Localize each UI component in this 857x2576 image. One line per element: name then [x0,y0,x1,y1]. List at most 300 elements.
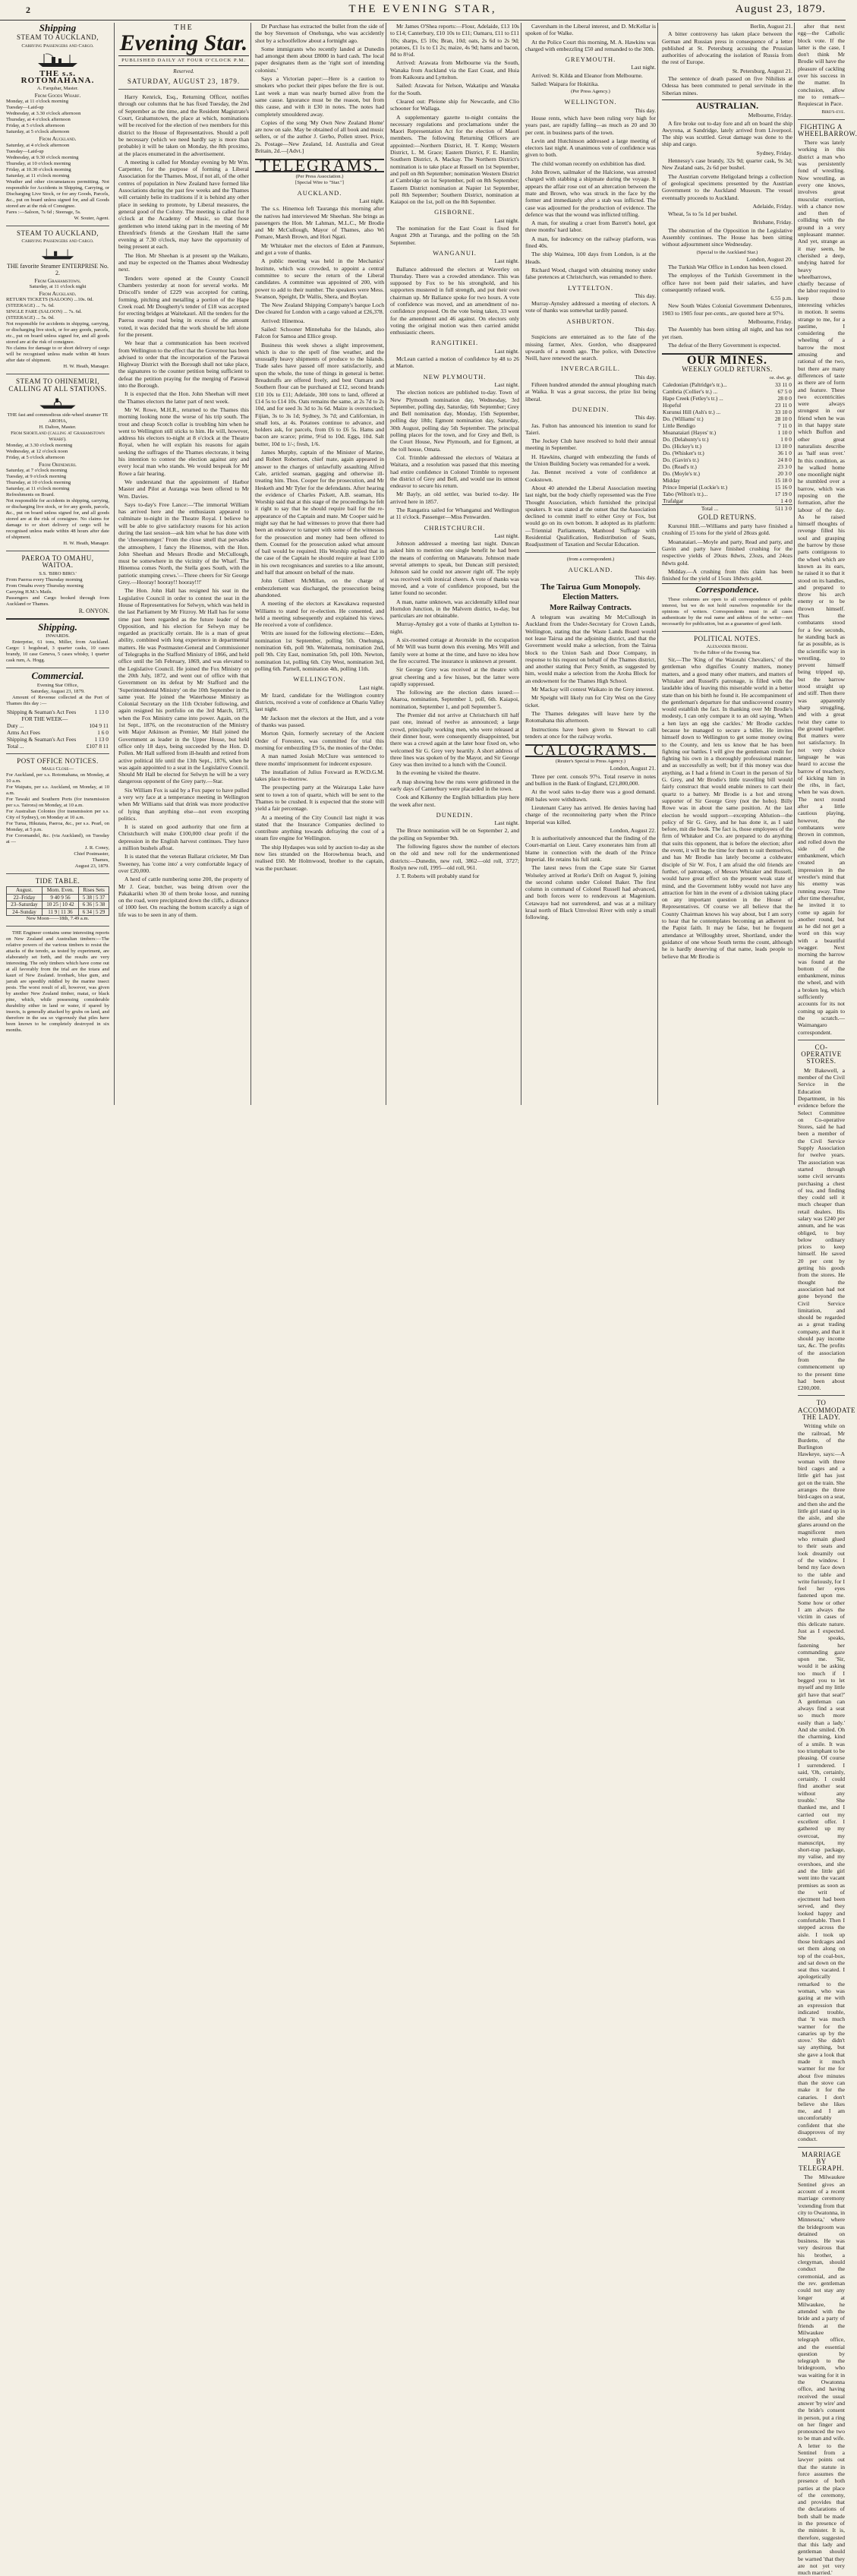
text-block: Levin and Hutchinson addressed a large meeting of electors last night. A unanimous vote of confidence was given to both. [525,137,656,159]
text-block: Carrying Passengers and Cargo. [21,43,94,49]
text-block: Do. (Delahunty's tr.) [663,435,709,443]
text-block: [Special Wire to "Star."] [295,179,344,185]
table-row [662,491,792,497]
text-block: Brisbane, Friday. [752,219,792,226]
text-block: Melbourne, Friday. [748,317,792,325]
text-block: At a meeting of the City Council last night it was stated that the Insurance Companies declined to contribute anything towards defraying the cost of a steam fire engine for Wellington. [255,813,384,842]
text-block: A fire broke out to-day fore and aft on board the ship Awyrona, at Sandridge, lately arrived from Liverpool. The ship was scuttled. Great damage was done to the ship and cargo. [662,119,792,148]
text-block: POST OFFICE NOTICES. [17,756,99,765]
text-block: A public meeting was held in the Mechanics' Institute, which was crowded, to appoint a central committee to secure the return of the Liberal candidates. A committee was appointed of 200, with power to add to their number. The speakers were Mess. Swanson, Speight, Dr Wallis, Shera, and Boylan. [255,257,384,300]
table-row [662,477,792,484]
text-block: 1 10 0 [777,428,792,436]
text-block: The employes of the Turkish Government in the office have not been paid their salaries, and have consequently refused work. [662,272,792,293]
text-block: The election notices are published to-day. Town of New Plymouth nomination day, Wednesday, 3rd September, polling day, Saturday, 6th September; Grey and Bell nomination day, Monday, 15th September, polling day 18th; Egmont nomination day, Saturday, 30th August, polling day 5th September. The principal polling places for the town, and for Grey and Bell, is the Court House, New Plymouth, and for Egmont, at the toll house, Omata. [390,389,519,453]
column-divider [6,753,109,754]
text-block: Last night. [631,64,656,71]
table-row [662,470,792,477]
text-block: Last night. [359,197,384,204]
text-block: 23–Saturday [7,901,43,909]
text-block: Saturday, at 4 o'clock afternoon Tuesday—Laid-up Wednesday, at 9.30 o'clock morning Thursday, at 10 o'clock morning Friday, at 10.30 o'clock morning Saturday, at 11 o'clock morning [6,142,79,178]
ad-enterprise [6,230,109,370]
text-block: Wheat, 5s to 5s 1d per bushel. [668,210,738,218]
text-block: 15 18 0 [774,476,792,484]
text-block: Do. (Williams' tr.) [663,415,704,422]
text-block: The Bruce nomination will be on September 2, and the polling on September 9th. [390,827,519,841]
tide-table [6,878,109,922]
text-block: Moanataiari.—Moyle and party, Read and party, and Gavin and party have finished crushing for the respective yields of 20ozs 8dwts, 23ozs, and 24ozs 8dwts gold. [662,538,792,567]
text-block: Melbourne, Friday. [748,112,792,119]
table-row [662,429,792,436]
steamship-icon [35,52,80,68]
text-block: TIDE TABLE. [35,876,80,885]
text-block: From Auckland. [39,135,77,143]
text-block: Mr James O'Shea reports:—Flour, Adelaide, £13 10s to £14; Canterbury, £10 10s to £11; Oamaru, £11 to £11 10s; sharps, £5 10s; Bran, 10d; oats, 2s 6d to 2s 9d; potatoes, £1 1s to £1 2s; maize, 4s 9d; hams and bacon, 8d to 8½d. [390,23,519,58]
text-block: From Grahamstown. [34,276,81,284]
text-block: The ship Waimea, 100 days from London, is at the Heads. [525,251,656,265]
text-block: WANGANUI. [433,248,477,257]
text-block: Cleared out: Pleione ship for Newcastle, and Clio schooner for Wallaga. [390,97,519,112]
text-block: 22–Friday [7,894,43,901]
text-block: The latest news from the Cape state Sir Garnet Wolseley arrived at Rorke's Drift on August 9, joining the second column under Colonel Baker. The first column in command of Colonel Russell had advanced, and both forces were to rendezvous at Magenium. Cetawayo had not surrendered, and was at a military kraal north of Black Umvolosi River with only a small following. [525,864,656,921]
table-row [662,395,792,402]
text-block: From Paeroa every Thursday morning From Omahu every Thursday morning Carrying H.M.'s Mails. Passengers and Cargo booked through from Auckland or Thames. [6,576,109,607]
table-row [662,456,792,463]
text-block: £107 8 11 [86,742,109,750]
column-divider [798,1395,845,1396]
text-block: H. W. Heath, Manager. [63,541,109,547]
column-divider [525,552,656,553]
text-block: Do. (Moyle's tr.) [663,469,700,477]
our-mines-heading: OUR MINES. [662,353,792,364]
text-block: Last night. [494,380,519,388]
text-block: 20 3 0 [777,469,792,477]
table-row [662,463,792,470]
text-block: (Special to the Auckland Star.) [696,249,758,255]
table-row [7,901,109,909]
text-block: 7 11 0 [777,421,792,429]
table-row [7,908,109,916]
text-block: Sir,—The 'King of the Waiotahi Chevaliers,' of the gentleman who dignifies County matters, money matters, and a good many other matters, and matters of Whitaker and Russell's patronage, is filled with the laudable idea of leaving this miserable world in a better state than on his birth he found it. He accompaniment of the gentleman's departure for that undiscovered country would establish the fact. In thanking over Mr Brodie's modesty, I can only compare it to an old saying, 'When a hen lays an egg she cackles.' Mr Brodie cackles because he managed to secure a billet. He invites himself down to Wellington to get some money owing to the County, and lets us know that he has been fighting our battles. I will give the gentleman credit for fighting his own in a thoroughly professional manner, and as successfully as well; but if this money was due anything, as I had a friend in Court in the person of Sir G. Grey, and Mr Brodie's little travelling bill would fairly construct that would enable miners to cart their quartz to a battery. Mr Brodie is a hot and strong supporter of Sir George Grey (not the hobo). Billy Rowe was in about the same position. At the last election he would support—excepting Ablution—the policy of Sir G. Grey, and he has done it, as I said before, mit die book. The fact is, those employees of the firm of Whitaker and Co. are prepared to do anything that suits this opponent, that is before the election; after the event, it will be the time for them to suit themselves, and has Mr Brodie has lately become a coldwater disciple of Sir W. Fox, I am afraid the old friends are further, of patronage, of Messrs Whitaker and Russell, would have great effect on the present weak state of mind, and the Government lobby would not have any attraction for him in the event of a division taking place on any important question in the House of Representatives. Of course we all believe that the County Chairman knows his way about, but I am sorry to hear that he contemplates becoming an adherent to the Papist faith. It may be false, but he frequent attendance at Willoughby street, Shortland, under the guidance of one whose South terms the count, although he is hardly deserving of that name, leads people to believe that Mr Brodie is [662,656,792,960]
text-block: Fifteen hundred attended the annual ploughing match at Waika. It was a great success, the prize list being liberal. [525,381,656,402]
text-block: New South Wales Colonial Government Debentures, 1903 to 1905 four per-cents., are quoted here at 97¼. [662,302,792,317]
table-row [6,736,109,743]
text-block: About 40 attended the Liberal Association meeting last night, but the body chiefly represented was the Free Thought Association, which furnished the principal speakers. It was stated at the outset that the Association declined to commit itself to either Grey or Fox, but would go on its own bottom. It adopted as its platform:—Triennial Parliaments, Manhood Suffrage with Residential Qualification, Redistribution of Seats, Readjustment of Taxation and Secular Education. [525,484,656,548]
text-block: Suspicions are entertained as to the fate of the missing farmer, Alex. Gordon, who disappeared upwards of a month ago. The police, with Detective Neill, have renewed the search. [525,333,656,362]
text-block: Arms Act Fees [7,728,40,736]
text-block: DUNEDIN. [436,810,474,819]
paddle-steamer-icon [36,395,79,410]
text-block: Writs are issued for the following elections:—Eden, nomination 1st September, polling 5th. Onehunga, nomination 6th, poll 9th. Waitemata, nomination 2nd, poll 9th. City East, nomination 5th, poll 10th. Newton, nomination 1st, polling 6th. City West, nomination 3rd, polling 6th. Parnell, nomination 4th, polling 11th. [255,630,384,672]
text-block: Sir George Grey was received at the theatre with great cheering and a few hisses, but the latter were rapidly suppressed. [390,666,519,687]
text-block: The Milwaukee Sentinel gives an account of a recent marriage ceremony 'extending from that city to Owatonna, in Minnesota,' where the bridegroom was detained on business. He was very desirous that his brother, a clergyman, should conduct the ceremonial, and as the rev. gentleman could not stay any longer at Milwaukee, he attended with the bride and a party of friends at the Milwaukee telegraph office, and the essential question by telegraph to the bridegroom, who was waiting for it in the Owatonna office, and having received the usual answer 'by wire' and the bride's consent in person, put a ring on her finger and pronounced the two to be man and wife. A letter to the Sentinel from a lawyer points out that the statute in force assumes the presence of both parties at the place of the ceremony, and provides that the declarations of both shall be made in the presence of the minister. It is, therefore, suggested that this lady and gentleman should be warned 'that they are not yet very much married.' [798,2174,846,2576]
text-block: Kurunui Hill.—Williams and party have finished a crushing of 15 tons for the yield of 28ozs gold. [662,522,792,537]
text-block: 11 9 | 11 36 [42,908,78,916]
text-block: The prospecting party at the Wairarapa Lake have sent to town a ton of quartz, which will be sent to the Thames to be crushed. It is expected that the stone will yield a fair percentage. [255,784,384,813]
text-block: Dr Purchase has extracted the bullet from the side of the boy Stevenson of Onehunga, who was accidently shot by a schoolfellow about a fortnight ago. [255,23,384,44]
text-block: RANGITIKEI. [430,339,479,347]
text-block: Do. (Gavin's tr.) [663,456,699,463]
text-block: This day. [635,414,656,421]
text-block: For Auckland, per s.s. Rotomahana, on Monday, at 10 a.m. For Waipatu, per s.s. Auckland, on Monday, at 10 a.m. For Tawaki and Southern Ports (for transmission per s.s. Tairora) on Monday, at 10 a.m. For Australian Colonies (for transmission per s.s. City of Sydney), on Monday at 10 a.m. For Turua, Hikutaia, Paeroa, &c., per s.s. Pearl, on Monday, at 5 p.m. For Coromandel, &c. (via Auckland), on Tuesday at — [6,772,109,844]
text-block: PUBLISHED DAILY AT FOUR O'CLOCK P.M. [118,55,249,65]
text-block: 6.55 p.m. [770,295,792,302]
text-block: Morn. Even. [42,887,78,895]
text-block: Bird's-eye. [821,109,845,115]
paragraph: Mr W. Rowe, M.H.R., returned to the Thames this morning looking none the worse of his trip south. The trout and cheap Scotch collar is troubling him when he went to Wellington still sticks to him. He will, however, address his electors to-night at 8 o'clock at the Theatre Royal, when he will explain his reasons for again seeking the suffrages of the Thames electorate, it being his intention to contest the election against any and every local man who stands. We would bespeak for Mr Rowe a fair hearing. [118,406,249,477]
paragraph: We hear that a communication has been received from Wellington to the effect that the Governor has been advised to order that the incorporation of the Parawai Highway District with the Borough shall not take place, the signatures to the counter petition being sufficient to defeat the petition praying for the merging of Parawai into the Borough. [118,339,249,390]
text-block: A man, for indecency on the railway platform, was fined 40s. [525,235,656,250]
paragraph: It is expected that the Hon. John Sheehan will meet the Thames electors the latter part of next week. [118,390,249,405]
wheelbarrow-heading: FIGHTING A WHEELBARROW. [798,122,857,137]
text-block: 36 1 0 [777,449,792,456]
calograms-heading: CALOGRAMS. [525,744,656,757]
text-block: Last night. [494,257,519,265]
text-block: Mr Speight will likely run for City West on the Grey ticket. [525,694,656,709]
text-block: House rents, which have been ruling very high for years past, are rapidly falling—as much as 20 and 30 per cent. in business parts of the town. [525,114,656,136]
text-block: Murray-Aynsley addressed a meeting of electors. A vote of thanks was somewhat tardily passed. [525,300,656,314]
text-block: Hopeful [663,401,682,409]
text-block: Enterprise, 61 tons, Miller, from Auckland. Cargo: 1 hogshead, 3 quarter casks, 10 cases brandy, 10 case Geneva, 5 cases whisky, 1 quarter cask rum, A. Hogg. [6,639,109,664]
text-block: Cook and Kilkenny the English billiardists play here the week after next. [390,794,519,808]
text-block: (Per Press Agency.) [571,89,610,95]
text-block: Moanataiari (Hayes' tr.) [663,428,717,436]
text-block: Mr Bakewell, a member of the Civil Service in the Education Department, in his evidence before the Select Committee on Co-operative Stores, said he had been a member of the Civil Service Supply Association for twelve years. The association was started through some civil servants purchasing a chest of tea, and finding they could sell it much cheaper than retail dealers. His salary was £240 per annum, and he was obliged, to buy below ordinary prices to keep himself. He saved 20 per cent by getting his goods from the stores. He thought the association had not gone beyond the Civil Service limitation, and should be regarded as a great trading company, and that it should pay income tax, &c. The profits of the association from the commencement up to the present time had been about £200,000. [798,1066,845,1392]
text-block: 1 13 0 [94,735,109,743]
paragraph: A herd of cattle numbering some 200, the property of Mr J. Gear, butcher, was being driven over the Pakakariki when 30 of them broke loose, and running on the road, were precipitated down the cliffs, a distance of 1000 feet. On reaching the bottom scarcely a sign of life was to be seen in any of them. [118,876,249,918]
text-block: Sailed: Waipara for Hokitika. [531,80,600,88]
text-block: Monday, at 11 o'clock morning Tuesday—Laid-up Wednesday, at 3.30 o'clock afternoon Thursday, at 4 o'clock afternoon Friday, at 5 o'clock afternoon Saturday, at 5 o'clock afternoon [6,99,81,135]
paper-title: Evening Star. [119,30,248,56]
column-leader [114,23,249,1105]
text-block: STEAM TO AUCKLAND, [17,229,99,237]
text-block: The following are the election dates issued:—Akaroa, nomination, September 1, poll, 6th. Kaiapoi, nomination, September 1, and poll September 5. [390,689,519,710]
text-block: Mr Whitaker met the electors of Eden at Panmure, and got a vote of thanks. [255,242,384,257]
column-shipping [6,23,109,1105]
text-block: This day. [635,292,656,299]
australian-heading: AUSTRALIAN. [662,99,792,109]
paragraph: It is stated on good authority that one firm at Christchurch will make £100,000 clear profit if the depression in the English harvest continues. They have a million bushels afloat. [118,823,249,852]
text-block: AUCKLAND. [568,565,613,573]
text-block: Little Bendigo [663,421,695,429]
column-telegrams-3 [521,23,656,1105]
text-block: Prince Imperial (Lockie's tr.) [663,483,728,491]
paragraph: Tenders were opened at the County Council Chambers yesterday at noon for several works. Mr Driscoll's tender of £229 was accepted for cutting, forming, pitching and metalling a portion of the Hape Creek road. Mr Dougherty's tender of £18 was accepted for erecting bridges at Waitekauri. All the tenders for the Paeroa swamp road being in excess of the amount voted, it was decided that the work should be left alone for the present. [118,274,249,338]
text-block: Murray-Aynsley got a vote of thanks at Lyttelton to-night. [390,620,519,635]
text-block: RETURN TICKETS (SALOON) ...10s. 0d. (STEERAGE) ... 7s. 6d. SINGLE FARE (SALOON) ... 7s. 6d. (STEERAGE) ... 5s. 0d. [6,297,94,321]
ad-biro-biro [6,555,109,614]
text-block [83,715,109,722]
text-block: This day. [635,325,656,333]
paragraph: We understand that the appointment of Harbor Master and Pilot at Auranga was been offered to Mr Wm. Davies. [118,478,249,500]
text-block: John Brown, sailmaker of the Halcione, was arrested charged with stabbing a shipmate during the voyage. It appears the affair rose out of an altercation between the mate and Brown, who was struck in the face by the former and immediately after a stab was inflicted. The case was adjourned for the production of evidence. The defence was that the wound was inflicted trifling. [525,169,656,218]
text-block: INWARDS. [46,633,70,639]
table-row [662,497,792,505]
paragraph: Says to-day's Free Lance:—'The immortal William has arrived here and the enthusiasm appeared to culminate to-night in the Theatre Royal. I believe he will be able to give satisfactory reasons for his action during the last session—ask him what he has done with the 'cheesemonger.' From the close smell that pervades the atmosphere, I fancy the Hinemos, with the Hon. John Sheehan and Messrs Brodie and McCullough, must be somewhere in the vicinity of the Wharf. The Hinemoa comes North, the Stella goes South, with the patriotic stumping crews.'—Three cheers for Sir George Grey.—Hooray! hooray!! hooray!!!' [118,500,249,586]
text-block: A supplementary gazette to-night contains the necessary regulations and proclamations under the Maori Representation Act for the election of Maori members. The following Returning Officers are appointed:—Northern District, H. T. Kemp; Western District, L. M. Grace; Eastern District, F. E. Hamlin; Southern District, A. Mackay. The Northern District's nomination is to take place at Russell on 1st September, and poll on 8th September; nomination Western District at Cambridge on 1st September, poll on 8th September; Eastern District nomination at Napier 1st September, poll 8th September; Southern District, nomination at Kaiapoi on the 1st, poll on the 8th September. [390,113,519,206]
text-block: W. Souter, Agent. [74,215,109,221]
text-block: H. Dalton, Master. [39,424,77,430]
text-block: The following figures show the number of electors on the old and new roll for the undermentioned districts:—Dunedin, new roll, 3862—old roll, 3727; Roslyn new roll, 1995—old roll, 961. [390,843,519,871]
text-block: Saturday, at 11 o'clock night [29,283,87,289]
text-block: These columns are open to all correspondence of public interest, but we do not hold ourselves responsible for the opinions of writers. Correspondents must in all cases authenticate by the real name and address of the writer—not necessarily for publication, but as a guarantee of good faith. [662,596,792,627]
text-block: The New Zealand Shipping Company's barque Loch Dee cleared for London with a cargo valued at £26,378. [255,301,384,316]
page-number: 2 [26,5,30,15]
text-block: Johnson addressed a meeting last night. Duncan asked him to mention one single benefit he had been the means of conferring on Manawatu. Johnson made several attempts to speak, but Duncan still persisted; Johnson said he could not answer right off. The reply was received with ironical cheers. A vote of thanks was moved, and a vote of confidence proposed, but the latter found no seconder. [390,540,519,597]
text-block: Hennessy's case brandy, 32s 9d; quarter cask, 9s 3d; New Zealand oats, 2s 6d per bushel. [662,157,792,172]
text-block: A telegram was awaiting Mr McCullough in Auckland from the Under-Secretary for Crown Lands, Wellington, stating that the Waste Lands Board would not lease Tairua and the adjoining district, and that the Government would make a selection, from the Tairua block to the Union Sash and Door Company, in response to his request on behalf of the Thames district, and another stating that Percy Smith, as suggested by him, would make a selection from the Aroha Block for an endowment for the Thames High School. [525,614,656,684]
text-block: Adelaide, Friday. [752,202,792,210]
text-block: Duty ... [7,721,24,729]
tairua-heading: The Tairua Gum Monopoly. [540,582,641,592]
text-block: Hape Creek (Fetley's tr.) ... [663,394,723,402]
text-block: Monday, at 3.30 o'clock morning Wednesday, at 12 o'clock noon Friday, at 5 o'clock afternoon [6,442,73,460]
text-block: At the wool sales to-day there was a good demand. 868 bales were withdrawn. [525,788,656,803]
text-block: Do. (Hickey's tr.) [663,442,702,450]
table-row [662,409,792,415]
shipping-heading: Shipping [39,22,77,33]
column-telegrams [250,23,384,1105]
correspondence-heading: Correspondence. [662,583,792,593]
text-block [662,375,758,381]
table-row [6,722,109,729]
text-block: Instructions have been given to Stewart to call tenders at once for the railway works. [525,725,656,740]
table-row [662,388,792,395]
text-block: Mails Close— [41,766,74,772]
table-row [6,729,109,736]
text-block: 33 10 0 [774,408,792,415]
text-block: Ballance addressed the electors at Waverley on Thursday. There was a crowded attendance. This was supposed by Fox to be his stronghold, and his supporters mustered in full strength, and put their own chairman up. Mr Ballance spoke for two hours. A vote of confidence was moved, and an amendment of no-confidence proposed. On the vote being taken, 33 went for the amendment and 46 against. On electors only voting the original motion was then carried amidst enthusiastic cheers. [390,265,519,336]
text-block: A man, name unknown, was accidentally killed near Horndon Junction, in the Malvern district, to-day, but particulars are not obtainable. [390,598,519,620]
text-block: 23 3 0 [777,462,792,470]
text-block: THE s.s. ROTOMAHANA. [20,68,95,85]
table-row [662,381,792,388]
timber-article: THE Engineer contains some interesting reports on New Zealand and Australian timbers:—The relative powers of the various timbers to resist the attacks of the teredo, as tested by experiment, are elaborately set forth, and the results are very interesting. The only timbers which have come out at all favorably from the trial are the totara and kauri of New Zealand. Ironbark, blue gum, and jarrah are speedily riddled by the marine insect pests. The worst result of all, however, was given by another New Zealand timber, matai, or black pine, which, while possessing considerable durability either in land or water, if spared by insects, is generally attacked by grubs on land, and therefore in the sea so vigorously that piles have been known to be completely destroyed in six months. [6,930,109,1034]
text-block: From Goods Wharf. [34,92,81,99]
steamship-icon [39,247,77,260]
issue-date: SATURDAY, AUGUST 23, 1879. [127,77,241,85]
text-block: 1 0 0 [780,435,792,443]
text-block: London, August 20. [746,255,792,263]
text-block: 24 8 0 [777,456,792,463]
table-row [662,422,792,429]
text-block: In the evening he visited the theatre. [396,769,480,777]
text-block: Evening Star Office, Saturday, August 23, 1879. [30,682,85,694]
text-block: 15 16 0 [774,483,792,491]
text-block: ASHBURTON. [566,317,615,325]
table-row [662,415,792,422]
paragraph: The Hon. Mr Sheehan is at present up the Waikato, and may be expected on the Thames about Wednesday next. [118,251,249,273]
table-row [662,484,792,491]
text-block: Mr Izard, candidate for the Wellington country districts, received a vote of confidence at Ohariu Valley last night. [255,691,384,713]
text-block: The ship Hydaspes was sold by auction to-day as she now lies stranded on the Horowhenua beach, and realised £60. Mr Holmwood, brother to the captain, was the purchaser. [255,843,384,872]
text-block: The sentence of death passed on five Nihilists at Odessa has been commuted to penal servitude in the Siberian mines. [662,75,792,96]
text-block: J. R. Coney, Chief Postmaster, Thames, August 23, 1879. [74,844,109,869]
text-block: Morton Quin, formerly secretary of the Ancient Order of Foresters, was committed for trial this morning for embezzling £9 5s, the monies of the Order. [255,730,384,751]
text-block: More Railway Contracts. [550,603,632,612]
text-block: From Auckland. [39,289,77,297]
text-block: The installation of Julius Foxward as R.W.D.G.M. takes place to-morrow. [255,768,384,783]
text-block: To the Editor of the Evening Star. [693,650,761,656]
text-block: 13 10 0 [774,442,792,450]
masthead [0,0,846,21]
text-block: From Shortland (calling at Grahamstown Wharf). [11,430,105,442]
text-block: Not responsible for accidents in shipping, carrying, or discharging live stock, or for any goods, parcels, etc., put on board unless signed for, and all goods stored are at the risk of consignee. No claims for damage to or short delivery of cargo will be recognised unless made within 48 hours after date of shipment. [6,321,109,364]
text-block: FOR THE WEEK— [21,715,68,722]
text-block: 6 36 | 5 38 [79,901,109,909]
text-block: The nomination for the East Coast is fixed for August 29th at Turanga, and the polling on the 5th September. [390,225,519,246]
paragraph: It is stated that the veteran Ballarat cricketer, Mr Dan Sweeney, has 'come into' a very comfortable legacy of over £20,000. [118,853,249,874]
text-block: THE fast and commodious side-wheel steamer TE AROHA, [7,412,109,424]
text-block: Copies of the song 'My Own New Zealand Home' are now on sale. May be obtained of all book and music sellers, or of the author J. Gerbo, Pollen street. Price, 2s. Postage—New Zealand, 1d. Australia and Great Britain, 2d.—[Advt.] [255,118,384,155]
column-mines [657,23,792,1105]
text-block: London, August 22. [610,826,656,834]
text-block: Do. (Read's tr.) [663,462,697,470]
text-block: Sailed: Schooner Minnehaha for the Islands, also Falcon for Samoa and Ellice group. [255,325,384,340]
post-office-notices [6,758,109,870]
text-block: 104 9 11 [89,721,109,729]
text-block: The defeat of the Berry Government is expected. [668,341,781,349]
text-block: Total ... [7,742,24,750]
text-block: Sydney, Friday. [756,149,792,156]
text-block: The Assembly has been sitting all night, and has not yet risen. [662,326,792,340]
text-block: 1 6 0 [97,728,109,736]
text-block: A meeting of the electors at Kawakawa requested Williams to stand for re-election. He consented, and held a meeting subsequently and explained his views. He received a vote of confidence. [255,600,384,629]
text-block: PAEROA TO OMAHU, WAITOA. [21,554,94,570]
masthead-date: August 23, 1879. [735,3,826,15]
text-block: The obstruction of the Opposition in the Legislative Assembly continues. The House has been sitting without adjournment since Wednesday. [662,226,792,248]
nameplate [118,24,249,66]
text-block: Shipping & Seaman's Act Fees [7,735,77,743]
text-block: oz. dwt. gr. [769,374,792,380]
gold-returns-table [662,375,792,512]
text-block: Tabo (Wilton's tr.)... [663,490,708,497]
text-block: August. [7,887,43,895]
text-block: Some immigrants who recently landed at Dunedin had amongst them about £8000 in hard cash. The local paper designates them as the 'right sort of intending colonists.' [255,45,384,74]
text-block: A man, for stealing a cruet from Barrett's hotel, got three months' hard labor. [525,219,656,234]
text-block: GISBORNE. [434,208,475,216]
text-block: Weather and other circumstances permitting. Not responsible for Accidents in Shipping, Carrying, or Discharging Live Stock, or for any Goods, Parcels, &c., put on board unless signed for, and all Goods stored are at the risk of Consignee. [6,178,109,209]
text-block: CHRISTCHURCH. [424,523,486,532]
text-block: AUCKLAND. [297,188,342,197]
text-block: The child woman recently on exhibition has died. [531,159,646,167]
text-block: James Murphy, captain of the Minister of Marine, and Robert Robertson, chief mate, again appeared in answer to the charges of unlawfully assaulting Alfred Cale, articled seaman, gagging and otherwise ill-treating him. Thos. Cooper for the prosecution, and Mr Hesketh and Mr Tyler for the defendants. After hearing the evidence of Charles Pickett, A.B. seaman, His Worship said that at this stage of the proceedings he felt it right to say that he should require bail for the re-appearance of the Captain and mate. Mr Cooper said he might say that he had witnesses to prove that there had been an endeavor to tamper with some of the witnesses for the prosecution and money had been offered to them. Counsel for the prosecution asked what amount of bail would be required. His Worship replied that in the case of the Captain he should require at least £100 in his own recognisances and sureties to a like amount, and half that amount on behalf of the mate. [255,449,384,576]
text-block: McLean carried a motion of confidence by 48 to 26 at Marton. [390,355,519,370]
text-block: A. Farquhar, Master. [36,86,79,92]
text-block: A map showing how the runs were gridironed in the early days of Canterbury were placarded in the town. [390,778,519,792]
text-block: Business this week shows a slight improvement, which is due to the spell of fine weather, and the unusually heavy shipments of produce to the Islands. Trade sales have passed off more satisfactorily, and upon the whole, the tone of things in general is better. Breadstuffs are offered freely, and best Oamaru and Southern flour can be purchased at £12, second brands £10 10s to £11; Adelaide, 300 tons to land, offered at £14 5s to £14 10s. Oats remains the same, at 2s 7d to 2s 10d, and for seed 3s 3d to 3s 6d. Maize is overstocked; Fijian, 3s to 3s 1d; Sydney, 3s 7d; and Californian, in small lots, at 4s. Potatoes continue to advance, and holders ask, for parcels, from £6 to £6 5s. Hams and bacon are scarce; prime, 9½d to 10d. Eggs, 10d. Salt butter, 10d to 1/-; fresh, 1/6. [255,341,384,447]
text-block: GOLD RETURNS. [698,513,757,521]
text-block: 23 11 0 [775,401,792,409]
text-block: THE [174,24,194,32]
text-block: Do. (Whisker's tr.) [663,449,704,456]
text-block: Says a Victorian paper:—Here is a caution to smokers who pocket their pipes before the fire is out. Last week a man was nearly burned alive from the same cause. Ignorance must be the reason, but from this cause, and with it £30 in notes. The notes had completely smouldered away. [255,75,384,118]
table-row [662,504,792,512]
text-block: 24–Sunday [7,908,43,916]
text-block: Last night. [494,819,519,827]
text-block: Midday.—A crushing from this claim has been finished for the yield of 15ozs 18dwts gold. [662,567,792,582]
text-block: WELLINGTON. [293,675,346,683]
text-block: Writing while on the railroad, Mr Burdette, of the Burlington Hawkeye, says:—A woman with three bird cages and a little girl has just got on the train. She arranges the three bird-cages on a seat, and then she and the little girl stand up in the aisle, and she glares around on the magnificent men who remain glued to their seats and look dreamily out of the window. I bend my face down to the table and write furiously, for I feel her eyes fastened upon me. Some how or other I am always the victim in cases of this delicate nature. Just as I expected. She speaks, fastening her commanding gaze upon me. 'Sir, would it be asking too much if I begged you to let myself and my little girl have that seat?' A gentleman can always find a seat so much more easily than a lady.' And she smiled. Oh the charming, kind of a smile. It was too triumphant to be pleasing. Of course I surrendered. I said, 'Oh, certainly, certainly. I could find another seat without any trouble.' She thanked me, and I carried out my excellent offer. I gathered up my overcoat, my manuscript, my short-trap package, my valise, and my overshoes, and she and the little girl went into the vacant premises as soon as the writ of ejectment had been served, and they looked happy and comfortable. Then I stepped across the aisle. I took up those birdcages and set them along on top of the coal-box, and sat down on the seat thus vacated. I apologetically remarked to the woman, who was gazing at me with an expression that indicated trouble, that 'it was much warmer for the canaries up by the stove.' She didn't say anything, but she gave a look that made it much warmer for me for about five minutes than the stove can make it for the canaries. I don't believe she likes me, and I am uncomfortably confident that she disapproves of my conduct. [798,1422,845,2143]
text-block: Total ... [701,504,719,512]
shipping-news [6,623,109,664]
text-block: The Rangatira sailed for Whanganui and Wellington at 11 o'clock. Passenger—Miss Penwarden. [390,507,519,521]
text-block: LYTTELTON. [568,283,613,292]
text-block: Alexander Brodie. [706,644,748,650]
text-block: London, August 21. [610,765,656,772]
text-block: Jas. Fulton has announced his intention to stand for Taieri. [525,421,656,436]
paragraph: The Hon. John Hall has resigned his seat in the Legislative Council in order to contest the seat in the House of Representatives for Selwyn, which was held in the last Parliament by Mr Fitzroy. Mr Hall has for some time past been regarded as the future leader of the Opposition, and his election for Selwyn may be regarded as practically certain. He is a man of great ability, combined with long experience in departmental matters. He was Postmaster-General and Commissioner of Telegraphs in the Stafford Ministry of 1866, and held office until the 5th February, 1869, and was elevated to the Legislative Council. He joined the Fox Ministry on the 20th July, 1872, and went out of office with that Government on its defeat by Mr Stafford and the 'Superintendental Ministry' on the 10th September in the same year. He joined the Waterhouse Ministry as Colonial Secretary on the 11th October following, and again resigned his portfolio on the 3rd March, 1873, when the Fox Ministry came into power. Again, on the 1st Sept., 1876, on the reconstruction of the Ministry with Major Atkinson as Premier, Mr Hall joined the Government as leader in the Upper House, but held office only 18 days, being succeeded by the Hon. D. Pollen. Mr Hall suffered from ill-health and retired from active political life until the 13th Sept., 1876, when he was again appointed to a seat in the Legislative Council. Should Mr Hall be elected for Selwyn he will be a very dangerous opponent of the Grey party.—Star. [118,587,249,785]
column-telegrams-2 [386,23,519,1105]
text-block: Election Matters. [562,593,619,602]
column-divider [798,2147,845,2148]
text-block: 6 34 | 5 29 [79,908,109,916]
text-block: 9 40 9 56 [42,894,78,901]
text-block: John Gilbert McMillan, on the charge of embezzlement was discharged, the prosecution being abandoned. [255,577,384,598]
text-block: STEAM TO OHINEMURI, CALLING AT ALL STATIONS. [8,377,107,393]
text-block: Col. Trimble addressed the electors of Waitara at Waitara, and a resolution was passed that this meeting had entire confidence in Colonel Trimble to represent the district of Grey and Bell, and would use its utmost endeavor to secure his return. [390,453,519,490]
text-block: 10 25 | 10 42 [42,901,78,909]
text-block: Caversham in the Liberal interest, and D. McKellar is spoken of for Walke. [525,23,656,37]
text-block: Last night. [494,347,519,355]
text-block: Refreshments on Board. Not responsible for accidents in shipping, carrying, or discharging live stock, or for any goods, parcels, &c., put on board unless signed for, and all goods stored are at the risk of consignee. No claims for damage to or short delivery of cargo will be recognised unless made within 48 hours after date of shipment. [6,492,109,541]
column-divider [6,926,109,927]
revenue-table [6,709,109,750]
text-block: This day. [635,573,656,581]
text-block: (Per Press Association.) [295,173,344,179]
text-block: At the Police Court this morning, M. A. Hawkins was charged with embezzling £50 and remanded to the 30th. [525,38,656,52]
text-block: R. ONYON. [78,607,109,614]
column-divider [6,873,109,874]
text-block: Carrying Passengers and Cargo. [21,238,94,245]
text-block: The Jockey Club have resolved to hold their annual meeting in September. [525,437,656,452]
text-block: Berlin, August 21. [750,23,792,30]
text-block: (from a correspondent.) [566,556,615,562]
text-block: 28 10 0 [774,415,792,422]
table-row [6,743,109,750]
text-block: Last night. [494,216,519,224]
text-block: The Premier did not arrive at Christchurch till half past one, instead of twelve as announced; a large crowd, principally working men, who were released at their dinner hour, were consequently disappointed, but there was a crowd again at the later hour fixed on, who welcomed Sir G. Grey very heartily. A short address of three lines was spoken of by the Mayor, and Sir George Grey was then invited to a lunch with the Council. [390,712,519,769]
text-block: CO-OPERATIVE STORES. [801,1043,842,1065]
text-block: H. W. Heath, Manager. [63,364,109,370]
text-block: St. Petersburg, August 21. [732,67,792,74]
text-block: Shipping & Seaman's Act Fees [7,708,77,715]
text-block: Mr Mackay will contest Waikato in the Grey interest. [531,686,654,693]
text-block: WELLINGTON. [564,98,617,106]
column-divider [798,119,845,120]
text-block: There was lately working in this district a man who was persistently fond of wrestling. Now wrestling, as every one knows, involves great muscular exertion, with a chance now and then of colliding with the ground in a very unpleasant manner. And yet, strange as it may seem, he cherished a deep, undying hatred for heavy wheelbarrows, chiefly because of the labor required to keep those interesting vehicles in motion. It seems strange to me, for a pastime, I considering the wheeling of a barrow the most amusing and rational of the two, but there are many differences of taste as there are of form and feature. These two eccentricities were always strongest in our friend when he was in that happy state which Buffon and other great naturalists describe as 'half seas over.' In this condition, as he walked home one moonlight night he stumbled over a barrow, which was reposing on the formation, after the labour of the day. As he raised himself thoughts of revenge filled his soul and grasping the barrow by those parts contiguous to the wheel which are known as its ears, he raised it so that it stood on its handles, and prepared to throw his arch enemy or to be thrown himself. Thus the combatants stood for a few seconds, he standing back as far as possible, as is the scientific way in wrestling, to prevent himself being tripped up, but the barrow stood straight up and stiff. Then there was apparently sharp struggling, and with a great twist they came to the ground together. But matters were not satisfactory. In not very choice language he was heard to accuse the barrow of treachery, of kicking him in the ribs, in fact, when he was down. The next round after a little cautious playing, however, the combatants were thrown in common, and rolled down the side of the embankment, which created an impression in the wrestler's mind that his enemy was running away. Time after time thereafter, he invited it to come up again for another round, but as he did not get a word on this way with a beautiful swagger. Next morning the barrow was found at the bottom of the embankment, minus the wheel, and with a broken leg, which sufficiently accounts for its not coming up again to the scratch.—Waimangaro correspondent. [798,139,846,1036]
text-block: The Austrian corvette Heligoland brings a collection of geological specimens presented by the Austrian Government to the Auckland Museum. The vessel eventually proceeds to Auckland. [662,172,792,201]
text-block: Fares :—Saloon, 7s 6d ; Steerage, 5s. [6,209,81,215]
text-block: Lieutenant Carey has arrived. He denies having had charge of the reconnoitering party when the Prince Imperial was killed. [525,803,656,826]
text-block: Trafalgar [663,497,684,504]
text-block: The s.s. Hinemoa left Tauranga this morning after the natives had interviewed Mr Sheehan. She brings as passengers the Hon. Mr Lahman, M.L.C., Mr Brodie and Mr McCullough, Mayor of Thames, also Wi Pomare, Marsh Brown, and Hori Ngati. [255,205,384,241]
text-block: STEAM TO AUCKLAND, [17,33,99,42]
text-block: 1 4 0 [780,497,792,504]
text-block: Rises Sets [79,887,109,895]
text-block: Caledonian (Paltridge's tr.)... [663,380,727,388]
text-block: 33 11 0 [775,380,792,388]
text-block: S.S. 'BIRO BIRO.' [39,570,77,576]
text-block: The Turkish War Office in London has been closed. [668,263,788,270]
text-block: Commercial. [31,670,84,682]
text-block: It is authoritatively announced that the finding of the Court-martial on Lieut. Carey exonerates him from all blame in connection with the death of the Prince Imperial. He retains his full rank. [525,835,656,863]
commercial-section [6,672,109,749]
text-block: Last night. [359,683,384,691]
table-row [6,715,109,722]
text-block: Arrived: Hinemoa. [261,317,305,324]
telegrams-heading: TELEGRAMS. [255,159,384,172]
text-block: (Reuter's Special to Press Agency.) [555,759,626,765]
